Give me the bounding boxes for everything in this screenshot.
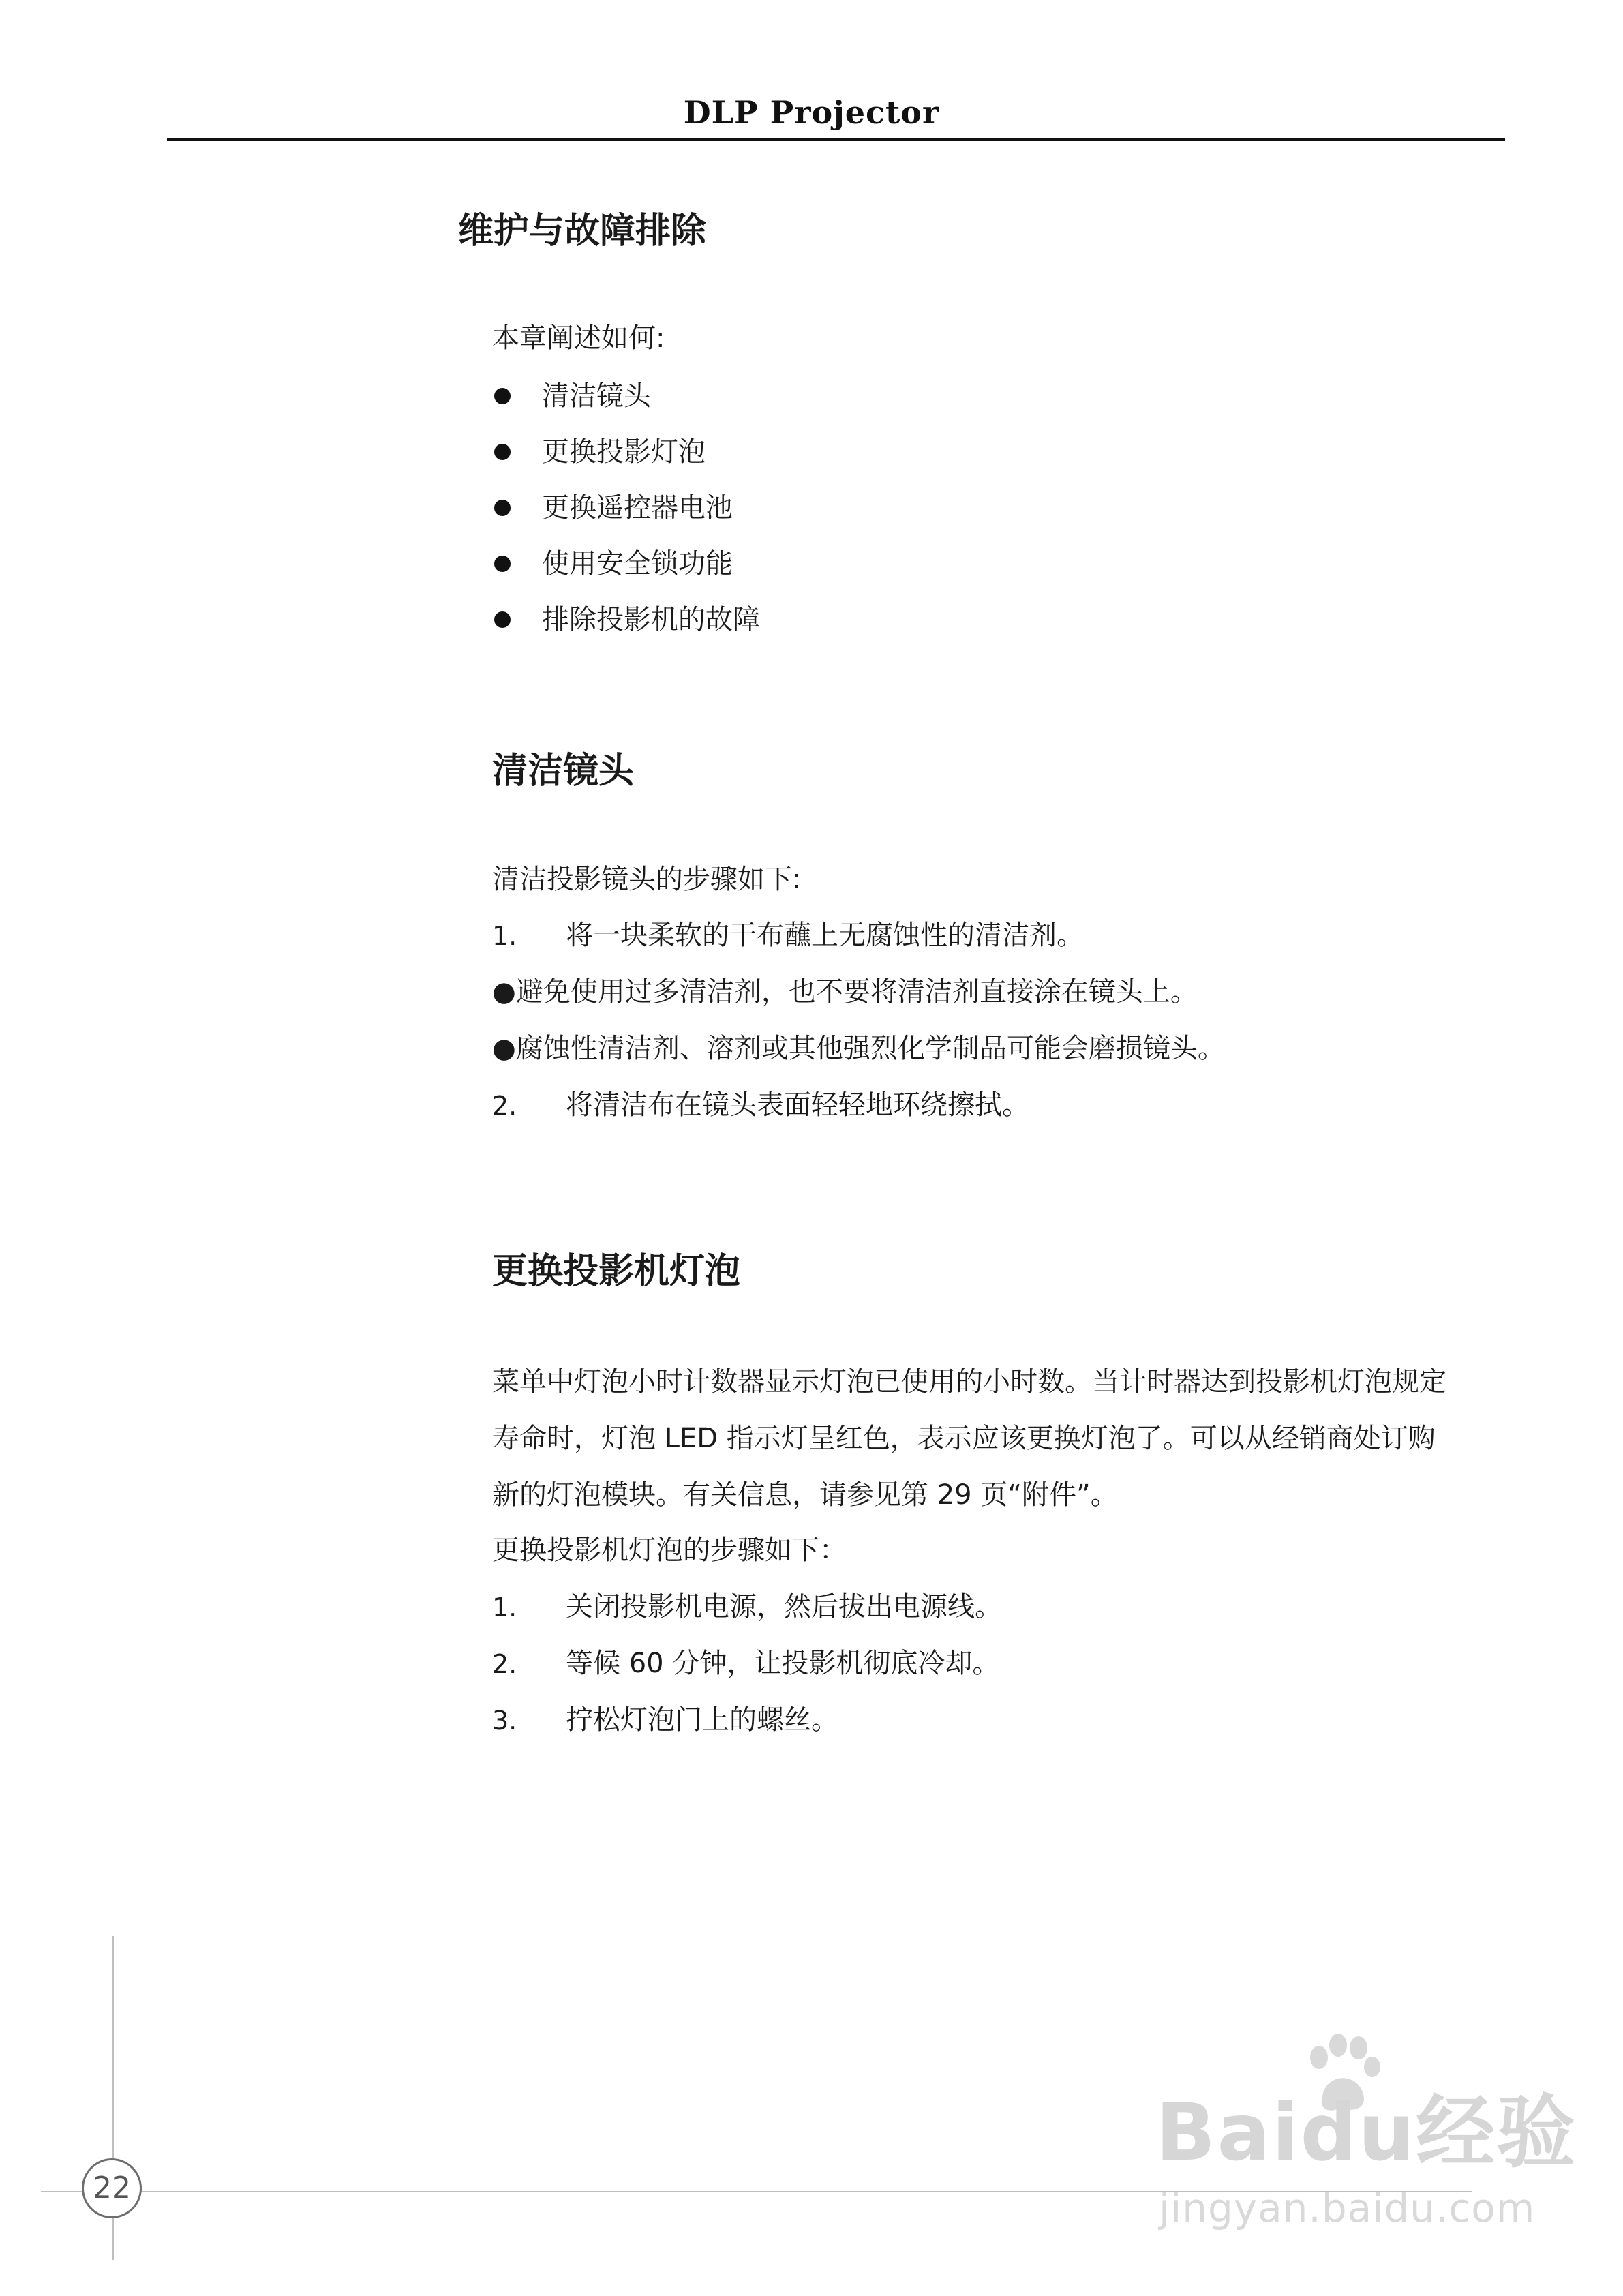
page-number: 22 [82,2158,142,2218]
watermark-url: jingyan.baidu.com [1159,2185,1536,2231]
step-number: 3. [492,1706,517,1736]
lamp-paragraph-line: 新的灯泡模块。有关信息，请参见第 29 页“附件”。 [492,1479,1118,1511]
lamp-step: 等候 60 分钟，让投影机彻底冷却。 [566,1648,1000,1679]
lamp-lead: 更换投影机灯泡的步骤如下： [492,1535,847,1566]
section-title-clean-lens: 清洁镜头 [492,751,635,791]
lamp-paragraph-line: 菜单中灯泡小时计数器显示灯泡已使用的小时数。当计时器达到投影机灯泡规定 [492,1366,1446,1398]
bullet-dot [494,556,511,572]
intro-item: 更换投影灯泡 [542,436,706,468]
lamp-step: 拧松灯泡门上的螺丝。 [566,1704,838,1736]
header-rule [167,138,1505,141]
step-number: 1. [492,1592,517,1622]
step-number: 2. [492,1091,517,1121]
intro-item: 使用安全锁功能 [542,548,733,579]
clean-lead: 清洁投影镜头的步骤如下: [492,864,802,895]
bullet-dot [494,611,511,628]
lamp-paragraph-line: 寿命时，灯泡 LED 指示灯呈红色，表示应该更换灯泡了。可以从经销商处订购 [492,1423,1436,1454]
intro-item: 排除投影机的故障 [542,604,760,635]
bullet-dot [494,500,511,516]
step-number: 2. [492,1649,517,1679]
running-header: DLP Projector [683,94,940,131]
clean-note: ●腐蚀性清洁剂、溶剂或其他强烈化学制品可能会磨损镜头。 [492,1033,1225,1064]
section-title-replace-lamp: 更换投影机灯泡 [492,1251,741,1292]
intro-item: 清洁镜头 [542,380,651,412]
step-number: 1. [492,921,517,951]
watermark-logo: Baidu经验 [1155,2087,1577,2179]
clean-step: 将清洁布在镜头表面轻轻地环绕擦拭。 [566,1089,1029,1121]
chapter-title: 维护与故障排除 [458,211,707,252]
clean-step: 将一块柔软的干布蘸上无腐蚀性的清洁剂。 [566,920,1084,951]
bullet-dot [494,388,511,404]
clean-note: ●避免使用过多清洁剂，也不要将清洁剂直接涂在镜头上。 [492,976,1198,1008]
intro-lead: 本章阐述如何: [492,322,665,354]
intro-item: 更换遥控器电池 [542,492,733,524]
lamp-step: 关闭投影机电源，然后拔出电源线。 [566,1591,1002,1622]
bullet-dot [494,444,511,460]
